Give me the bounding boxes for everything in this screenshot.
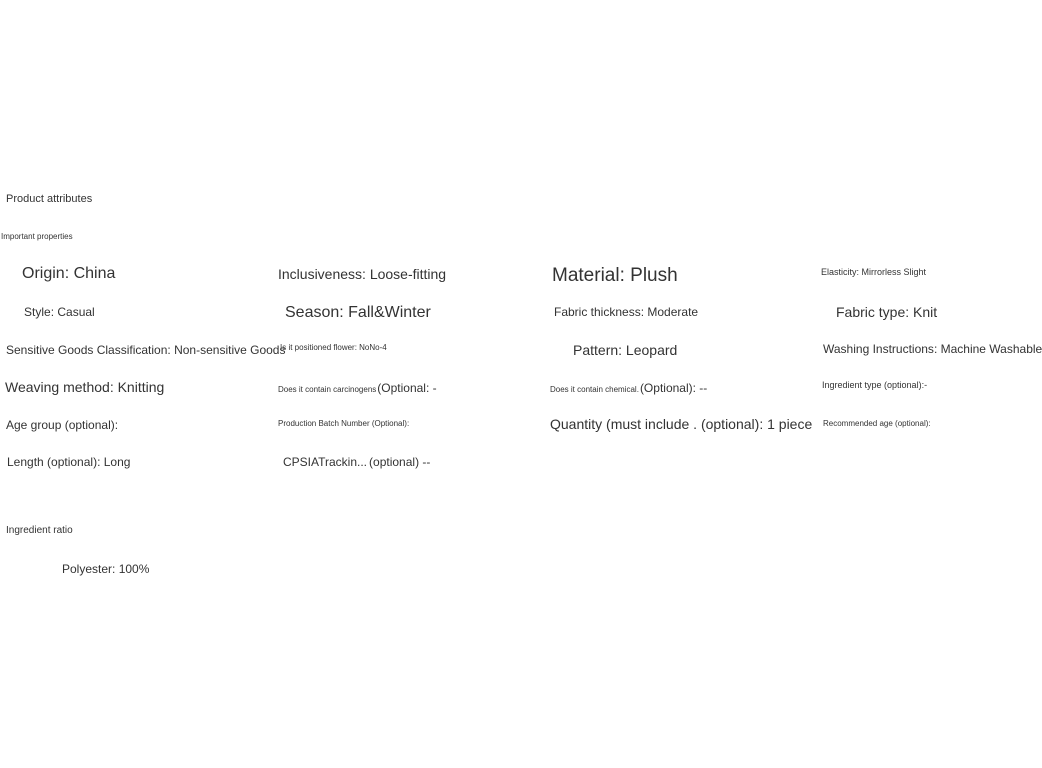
attr-elasticity xyxy=(821,268,926,277)
attr-name: Sensitive Goods Classification : xyxy=(6,343,174,357)
attr-name: Fabric type : xyxy=(836,304,913,320)
attr-name: Ingredient type (optional): xyxy=(822,380,925,390)
attr-value: Moderate xyxy=(647,305,699,319)
attr-name: CPSIATrackin... xyxy=(283,455,368,469)
ingredient-name: Polyester : xyxy=(62,562,119,576)
attr-value: Machine Washable xyxy=(940,342,1042,356)
attr-value: Casual xyxy=(57,305,95,319)
attr-length xyxy=(7,456,130,468)
attr-name: Does it contain chemical. xyxy=(550,385,639,394)
attr-positioned-flower xyxy=(280,344,387,352)
attr-name: Is it positioned flower : xyxy=(280,343,359,352)
ingredient-ratio-title: Ingredient ratio xyxy=(6,525,73,536)
attr-value: (optional) -- xyxy=(369,455,431,469)
attr-age-group xyxy=(6,419,118,431)
attr-sensitive-goods xyxy=(6,344,285,356)
attr-value: (Optional: - xyxy=(377,381,437,395)
attr-name: Fabric thickness : xyxy=(554,305,647,319)
attr-value: Knitting xyxy=(117,379,165,395)
attr-value: Non-sensitive Goods xyxy=(174,343,286,357)
attr-value: Knit xyxy=(913,304,938,320)
attr-fabric-type xyxy=(836,305,937,319)
attr-name: Origin : xyxy=(22,265,74,282)
attr-washing-instructions xyxy=(823,343,1042,355)
attr-name: Recommended age (optional): xyxy=(823,419,931,428)
attr-name: Production Batch Number (Optional): xyxy=(278,419,410,428)
attr-cpsia-tracking xyxy=(283,456,430,468)
attr-value: Plush xyxy=(630,265,678,286)
attr-recommended-age xyxy=(823,420,931,428)
ingredient-item xyxy=(62,562,149,576)
attr-name: Quantity (must include . (optional) : xyxy=(550,416,767,432)
attr-name: Does it contain carcinogens xyxy=(278,385,377,394)
attr-value: 1 piece xyxy=(767,416,813,432)
attr-name: Inclusiveness : xyxy=(278,266,370,282)
attr-name: Washing Instructions : xyxy=(823,342,941,356)
attr-value: - xyxy=(924,380,928,390)
attr-quantity xyxy=(550,417,812,431)
attr-name: Season : xyxy=(285,304,348,321)
attr-value: Mirrorless Slight xyxy=(861,267,927,277)
attr-value: NoNo-4 xyxy=(359,343,387,352)
attr-name: Age group (optional): xyxy=(6,418,119,432)
important-properties-title: Important properties xyxy=(1,232,73,241)
attr-carcinogens xyxy=(278,382,437,394)
attr-chemical xyxy=(550,382,707,394)
attr-weaving-method xyxy=(5,380,164,394)
attr-name: Material : xyxy=(552,265,630,286)
attr-fabric-thickness xyxy=(554,306,698,318)
attr-name: Weaving method : xyxy=(5,379,118,395)
attr-pattern xyxy=(573,343,677,357)
attr-name: Length (optional) : xyxy=(7,455,104,469)
attr-inclusiveness xyxy=(278,267,446,281)
attr-origin xyxy=(22,266,115,282)
product-attributes-title: Product attributes xyxy=(6,193,93,205)
attr-value: (Optional): -- xyxy=(639,381,708,395)
attr-value: Loose-fitting xyxy=(369,266,447,282)
attr-value: Leopard xyxy=(625,342,678,358)
ingredient-value: 100% xyxy=(118,562,150,576)
attr-name: Style : xyxy=(24,305,57,319)
attr-production-batch xyxy=(278,420,409,428)
attr-value: Fall&Winter xyxy=(348,304,431,321)
attr-value: China xyxy=(73,265,116,282)
attr-season xyxy=(285,305,431,321)
attr-style xyxy=(24,306,95,318)
attr-value: Long xyxy=(103,455,131,469)
attr-name: Elasticity : xyxy=(821,267,862,277)
attr-material xyxy=(552,266,678,285)
attr-ingredient-type xyxy=(822,381,927,390)
attr-name: Pattern : xyxy=(573,342,626,358)
